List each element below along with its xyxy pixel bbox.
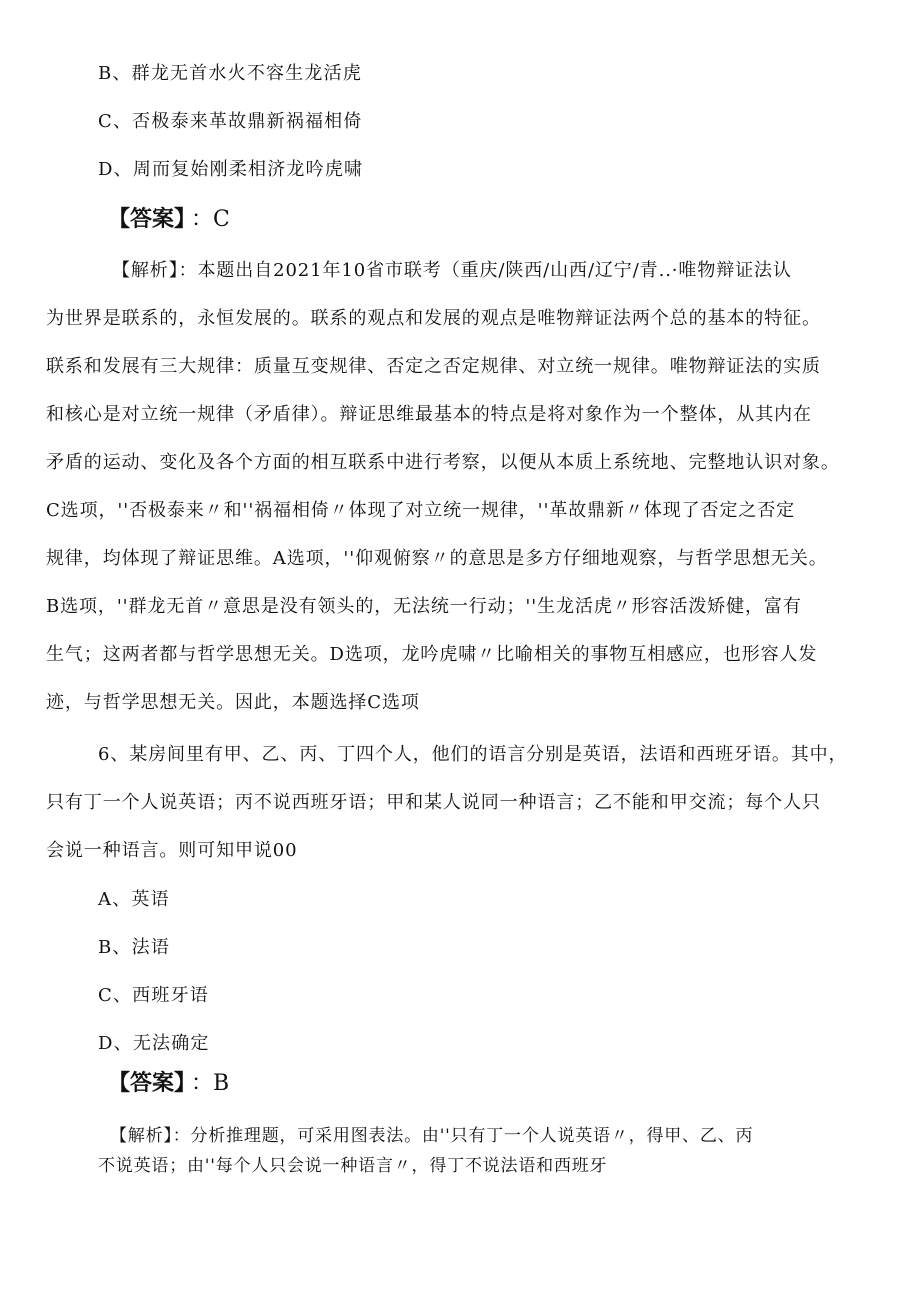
answer-label: 【答案】 (108, 1071, 186, 1096)
q6-question-line: 只有丁一个人说英语；丙不说西班牙语；甲和某人说同一种语言；乙不能和甲交流；每个人只 (46, 792, 821, 813)
q5-analysis-line: C选项，''否极泰来〃和''祸福相倚〃体现了对立统一规律，''革故鼎新〃体现了否定之否定 (46, 500, 796, 521)
q5-analysis-line: 联系和发展有三大规律：质量互变规律、否定之否定规律、对立统一规律。唯物辩证法的实质 (46, 356, 821, 377)
q6-answer (108, 1072, 229, 1096)
q6-question-line: 会说一种语言。则可知甲说00 (46, 840, 298, 861)
q5-analysis-line: 和核心是对立统一规律（矛盾律）。辩证思维最基本的特点是将对象作为一个整体，从其内在 (46, 404, 812, 425)
answer-value: ：B (191, 1071, 230, 1096)
q5-answer (108, 208, 230, 232)
q6-option-a: A、英语 (98, 889, 170, 910)
q5-analysis-line: 迹，与哲学思想无关。因此，本题选择C选项 (46, 692, 420, 713)
q5-option-b: B、群龙无首水火不容生龙活虎 (98, 63, 363, 84)
q5-analysis-line: 矛盾的运动、变化及各个方面的相互联系中进行考察，以便从本质上系统地、完整地认识对象。 (46, 452, 840, 473)
q6-option-c: C、西班牙语 (98, 985, 209, 1006)
answer-label: 【答案】 (108, 207, 186, 232)
q6-option-b: B、法语 (98, 937, 171, 958)
q6-analysis-line: 【解析】：分析推理题，可采用图表法。由''只有丁一个人说英语〃，得甲、乙、丙 (110, 1126, 754, 1146)
q5-analysis-line: B选项，''群龙无首〃意思是没有领头的，无法统一行动；''生龙活虎〃形容活泼矫健，富有 (46, 596, 802, 617)
q6-option-d: D、无法确定 (98, 1033, 210, 1054)
answer-value: ：C (191, 207, 230, 232)
q5-option-c: C、否极泰来革故鼎新祸福相倚 (98, 111, 363, 132)
q5-analysis-line: 规律，均体现了辩证思维。A选项，''仰观俯察〃的意思是多方仔细地观察，与哲学思想无关。 (46, 548, 828, 569)
q6-analysis-line: 不说英语；由''每个人只会说一种语言〃，得丁不说法语和西班牙 (98, 1156, 608, 1176)
q5-analysis-line: 【解析】：本题出自2021年10省市联考（重庆/陕西/山西/辽宁/青..·唯物辩证法认 (112, 260, 792, 281)
q5-analysis-line: 生气；这两者都与哲学思想无关。D选项，龙吟虎啸〃比喻相关的事物互相感应，也形容人发 (46, 644, 818, 665)
q6-question-line: 6、某房间里有甲、乙、丙、丁四个人，他们的语言分别是英语，法语和西班牙语。其中， (98, 744, 848, 765)
q5-analysis-line: 为世界是联系的，永恒发展的。联系的观点和发展的观点是唯物辩证法两个总的基本的特征。 (46, 308, 821, 329)
q5-option-d: D、周而复始刚柔相济龙吟虎啸 (98, 159, 364, 180)
